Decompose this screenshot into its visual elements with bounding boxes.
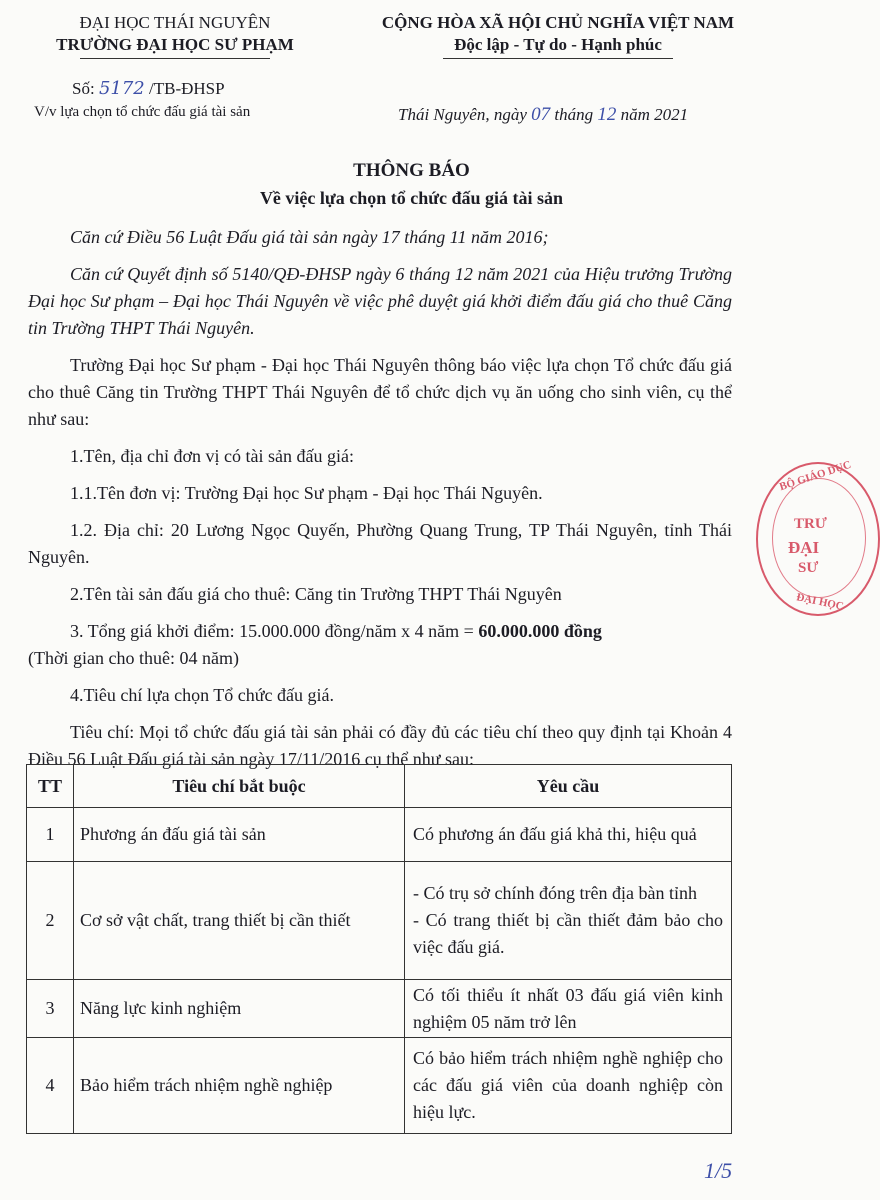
document-subtitle: Về việc lựa chọn tổ chức đấu giá tài sản bbox=[259, 188, 564, 208]
section-4-heading: 4.Tiêu chí lựa chọn Tổ chức đấu giá. bbox=[70, 685, 334, 705]
issue-date bbox=[398, 104, 688, 126]
row-criteria: Phương án đấu giá tài sản bbox=[74, 808, 405, 862]
subject-line: V/v lựa chọn tổ chức đấu giá tài sản bbox=[34, 104, 251, 120]
header-requirement: Yêu cầu bbox=[405, 765, 732, 808]
section-1-2: 1.2. Địa chỉ: 20 Lương Ngọc Quyến, Phường Quang Trung, TP Thái Nguyên, tỉnh Thái Nguyên. bbox=[28, 520, 732, 567]
seal-top-text: BỘ GIÁO DỤC bbox=[777, 458, 853, 494]
ministry-name: ĐẠI HỌC THÁI NGUYÊN bbox=[79, 13, 271, 32]
paragraph-announcement: Trường Đại học Sư phạm - Đại học Thái Nguyên thông báo việc lựa chọn Tổ chức đấu giá cho thuê Căng tin Trường THPT Thái Nguyên để tổ chức dịch vụ ăn uống cho sinh viên, cụ thể như sau: bbox=[28, 355, 732, 429]
row-requirement: Có bảo hiểm trách nhiệm nghề nghiệp cho các đấu giá viên của doanh nghiệp còn hiệu lực. bbox=[405, 1038, 732, 1134]
header-right-underline bbox=[443, 58, 673, 59]
table-row bbox=[27, 1038, 732, 1134]
header-tt: TT bbox=[27, 765, 74, 808]
paragraph-legal-basis-2: Căn cứ Quyết định số 5140/QĐ-ĐHSP ngày 6 tháng 12 năm 2021 của Hiệu trưởng Trường Đại học Sư phạm – Đại học Thái Nguyên về việc phê duyệt giá khởi điểm đấu giá cho thuê Căng tin Trường THPT Thái Nguyên. bbox=[28, 264, 732, 338]
row-criteria: Năng lực kinh nghiệm bbox=[74, 980, 405, 1038]
number-suffix: /TB-ĐHSP bbox=[149, 79, 225, 98]
number-label: Số: bbox=[72, 79, 95, 98]
section-3-total: 60.000.000 đồng bbox=[478, 621, 602, 641]
row-number: 2 bbox=[27, 862, 74, 980]
row-number: 4 bbox=[27, 1038, 74, 1134]
official-seal bbox=[756, 458, 880, 616]
header-criteria: Tiêu chí bắt buộc bbox=[74, 765, 405, 808]
table-row bbox=[27, 862, 732, 980]
row-criteria: Cơ sở vật chất, trang thiết bị cần thiết bbox=[74, 862, 405, 980]
section-2: 2.Tên tài sản đấu giá cho thuê: Căng tin Trường THPT Thái Nguyên bbox=[70, 584, 562, 604]
national-motto: Độc lập - Tự do - Hạnh phúc bbox=[454, 35, 662, 54]
row-number: 3 bbox=[27, 980, 74, 1038]
row-requirement: Có tối thiểu ít nhất 03 đấu giá viên kinh nghiệm 05 năm trở lên bbox=[405, 980, 732, 1038]
school-name: TRƯỜNG ĐẠI HỌC SƯ PHẠM bbox=[56, 35, 294, 54]
row-requirement bbox=[405, 862, 732, 980]
header-left-underline bbox=[80, 58, 270, 59]
requirement-line-1: - Có trụ sở chính đóng trên địa bàn tỉnh bbox=[413, 883, 697, 903]
header-right bbox=[318, 12, 798, 59]
document-title: THÔNG BÁO bbox=[353, 160, 470, 181]
row-requirement: Có phương án đấu giá khả thi, hiệu quả bbox=[405, 808, 732, 862]
date-month: 12 bbox=[597, 104, 617, 125]
header-left bbox=[40, 12, 310, 59]
national-title: CỘNG HÒA XÃ HỘI CHỦ NGHĨA VIỆT NAM bbox=[381, 13, 735, 32]
criteria-intro: Tiêu chí: Mọi tổ chức đấu giá tài sản phải có đầy đủ các tiêu chí theo quy định tại Khoản 4 Điều 56 Luật Đấu giá tài sản ngày 17/11/2016 cụ thể như sau: bbox=[28, 722, 732, 769]
section-3 bbox=[28, 618, 732, 672]
section-3-note: (Thời gian cho thuê: 04 năm) bbox=[28, 648, 239, 668]
table-row bbox=[27, 980, 732, 1038]
seal-text-1: TRƯ bbox=[794, 516, 827, 532]
number-handwritten: 5172 bbox=[98, 78, 145, 99]
row-criteria: Bảo hiểm trách nhiệm nghề nghiệp bbox=[74, 1038, 405, 1134]
requirement-line-2: - Có trang thiết bị cần thiết đảm bảo cho việc đấu giá. bbox=[413, 910, 723, 957]
seal-bottom-text: ĐẠI HỌC bbox=[795, 591, 845, 613]
date-prefix: Thái Nguyên, ngày bbox=[398, 105, 527, 124]
seal-text-3: SƯ bbox=[798, 560, 819, 576]
paragraph-legal-basis-1: Căn cứ Điều 56 Luật Đấu giá tài sản ngày 17 tháng 11 năm 2016; bbox=[70, 227, 549, 247]
document-body bbox=[28, 224, 732, 773]
page-mark: 1/5 bbox=[704, 1158, 733, 1183]
section-1-1: 1.1.Tên đơn vị: Trường Đại học Sư phạm - Đại học Thái Nguyên. bbox=[70, 483, 543, 503]
table-header-row bbox=[27, 765, 732, 808]
section-3-text: 3. Tổng giá khởi điểm: 15.000.000 đồng/năm x 4 năm = bbox=[70, 621, 479, 641]
table-row bbox=[27, 808, 732, 862]
section-1-heading: 1.Tên, địa chỉ đơn vị có tài sản đấu giá: bbox=[70, 446, 354, 466]
row-number: 1 bbox=[27, 808, 74, 862]
date-day: 07 bbox=[531, 104, 551, 125]
date-year: năm 2021 bbox=[620, 105, 689, 124]
document-number bbox=[72, 78, 225, 99]
seal-text-2: ĐẠI bbox=[788, 538, 820, 557]
criteria-table bbox=[26, 764, 732, 1134]
date-month-label: tháng bbox=[554, 105, 594, 124]
